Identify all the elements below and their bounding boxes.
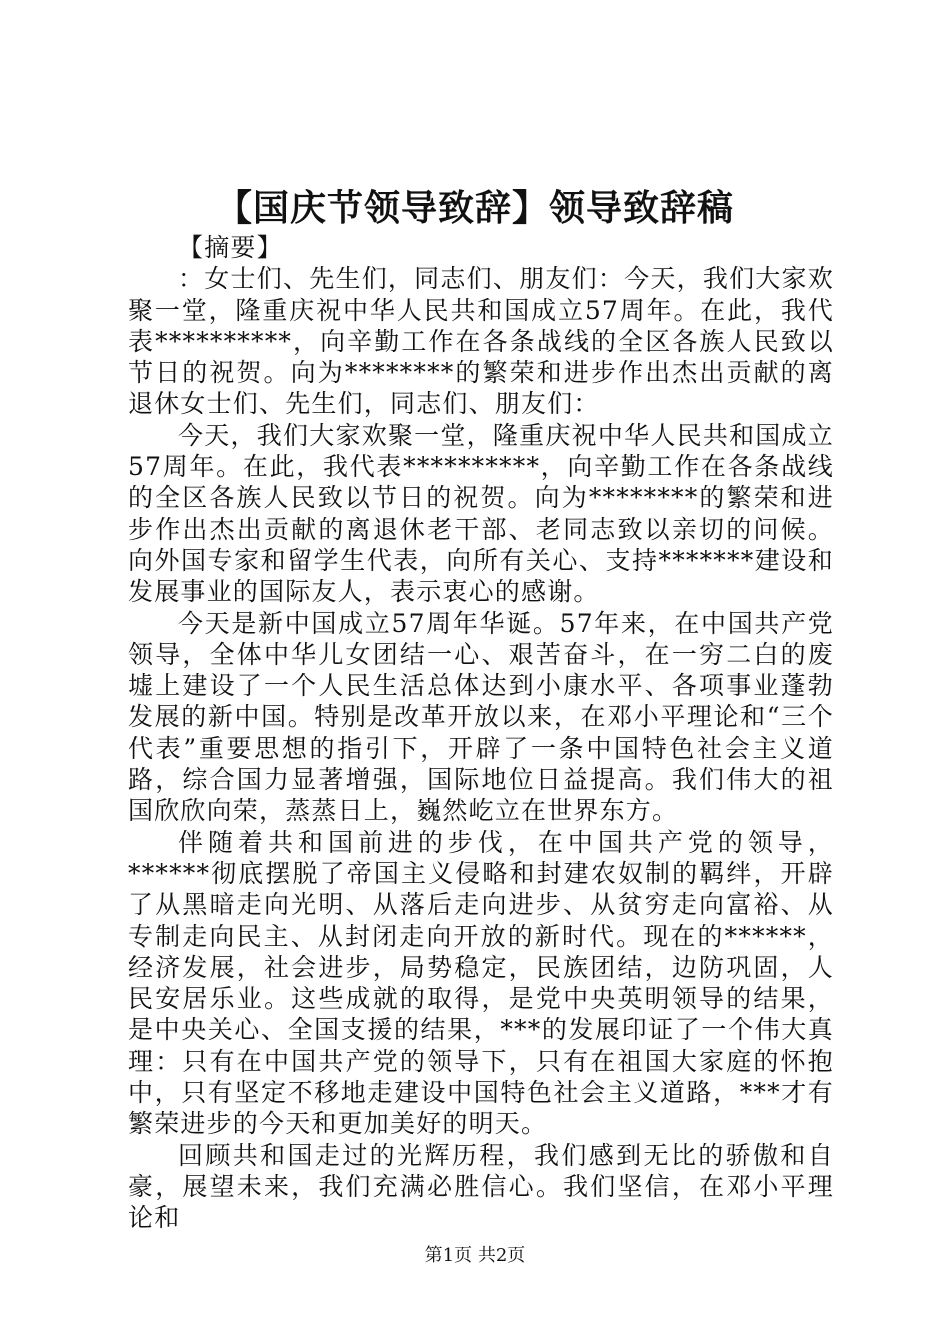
- body-paragraph: 今天，我们大家欢聚一堂，隆重庆祝中华人民共和国成立57周年。在此，我代表**********，向辛勤工作在各条战线的全区各族人民致以节日的祝贺。向为********的繁荣和进步作出杰出贡献的离退休老干部、老同志致以亲切的问候。向外国专家和留学生代表，向所有关心、支持*******建设和发展事业的国际友人，表示衷心的感谢。: [128, 420, 834, 607]
- document-body: [128, 232, 834, 1234]
- body-paragraph: 今天是新中国成立57周年华诞。57年来，在中国共产党领导，全体中华儿女团结一心、艰苦奋斗，在一穷二白的废墟上建设了一个人民生活总体达到小康水平、各项事业蓬勃发展的新中国。特别是改革开放以来，在邓小平理论和“三个代表”重要思想的指引下，开辟了一条中国特色社会主义道路，综合国力显著增强，国际地位日益提高。我们伟大的祖国欣欣向荣，蒸蒸日上，巍然屹立在世界东方。: [128, 608, 834, 826]
- body-paragraph: 回顾共和国走过的光辉历程，我们感到无比的骄傲和自豪，展望未来，我们充满必胜信心。我们坚信，在邓小平理论和: [128, 1140, 834, 1233]
- document-title: 【国庆节领导致辞】领导致辞稿: [215, 187, 734, 229]
- body-paragraph: ：女士们、先生们，同志们、朋友们：今天，我们大家欢聚一堂，隆重庆祝中华人民共和国成立57周年。在此，我代表**********，向辛勤工作在各条战线的全区各族人民致以节日的祝贺。向为********的繁荣和进步作出杰出贡献的离退休女士们、先生们，同志们、朋友们：: [128, 264, 834, 419]
- abstract-heading: 【摘要】: [178, 233, 283, 262]
- body-paragraph: 伴随着共和国前进的步伐，在中国共产党的领导，******彻底摆脱了帝国主义侵略和封建农奴制的羁绊，开辟了从黑暗走向光明、从落后走向进步、从贫穷走向富裕、从专制走向民主、从封闭走向开放的新时代。现在的******，经济发展，社会进步，局势稳定，民族团结，边防巩固，人民安居乐业。这些成就的取得，是党中央英明领导的结果，是中央关心、全国支援的结果，***的发展印证了一个伟大真理：只有在中国共产党的领导下，只有在祖国大家庭的怀抱中，只有坚定不移地走建设中国特色社会主义道路，***才有繁荣进步的今天和更加美好的明天。: [128, 827, 834, 1139]
- page-footer: 第1页 共2页: [424, 1245, 526, 1266]
